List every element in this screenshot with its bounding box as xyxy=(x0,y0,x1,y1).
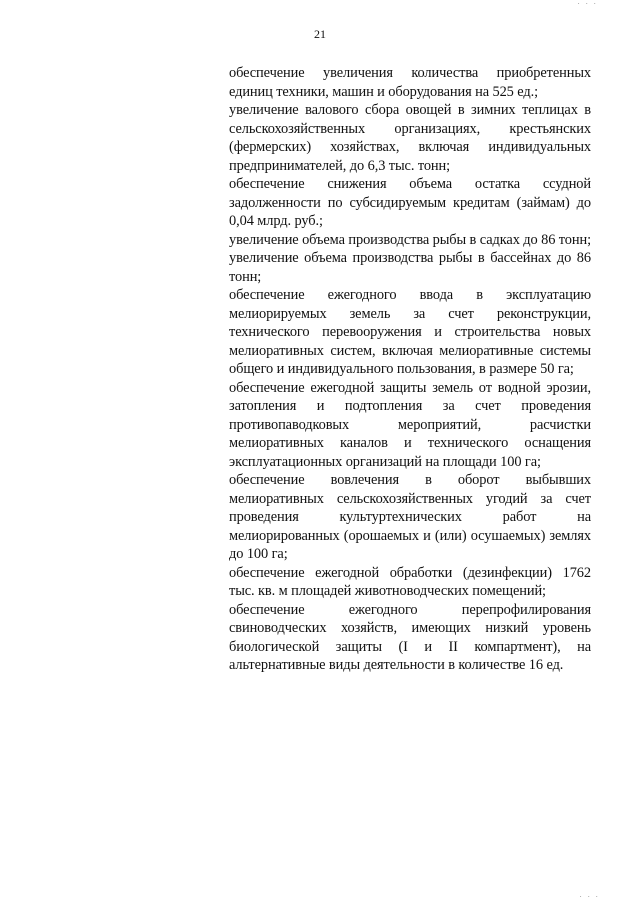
paragraph-land-return: обеспечение вовлечения в оборот выбывших мелиоративных сельскохозяйственных угодий за счет проведения культуртехнических работ на мелиорированных (орошаемых и (или) осушаемых) землях до 100 га; xyxy=(229,472,591,562)
page-number: 21 xyxy=(314,27,326,41)
scan-artifact-bottom: · · · xyxy=(579,893,600,901)
paragraph-equipment: обеспечение увеличения количества приобретенных единиц техники, машин и оборудования на 525 ед.; xyxy=(229,65,591,100)
paragraph-vegetables: увеличение валового сбора овощей в зимних теплицах в сельскохозяйственных организациях, крестьянских (фермерских) хозяйствах, включая индивидуальных предпринимателей, до 6,3 тыс. тонн; xyxy=(229,102,591,174)
document-body xyxy=(229,64,591,675)
paragraph-erosion-protection: обеспечение ежегодной защиты земель от водной эрозии, затопления и подтопления за счет проведения противопаводковых мероприятий, расчистки мелиоративных каналов и технического оснащения эксплуатационных организаций на площади 100 га; xyxy=(229,379,591,470)
paragraph-loans: обеспечение снижения объема остатка ссудной задолженности по субсидируемым кредитам (займам) до 0,04 млрд. руб.; xyxy=(229,176,591,229)
paragraph-land-reclamation: обеспечение ежегодного ввода в эксплуатацию мелиорируемых земель за счет реконструкции, технического перевооружения и строительства новых мелиоративных систем, включая мелиоративные системы общего и индивидуального пользования, в размере 50 га; xyxy=(229,287,591,377)
paragraph-fish-cages: увеличение объема производства рыбы в садках до 86 тонн; xyxy=(229,231,591,248)
paragraph-disinfection: обеспечение ежегодной обработки (дезинфекции) 1762 тыс. кв. м площадей животноводческих помещений; xyxy=(229,564,591,599)
paragraph-pig-farms: обеспечение ежегодного перепрофилирования свиноводческих хозяйств, имеющих низкий уровень биологической защиты (I и II компартмент), на альтернативные виды деятельности в количестве 16 ед. xyxy=(229,601,591,673)
scan-artifact-top: · · · xyxy=(577,0,598,8)
paragraph-fish-pools: увеличение объема производства рыбы в бассейнах до 86 тонн; xyxy=(229,250,591,285)
